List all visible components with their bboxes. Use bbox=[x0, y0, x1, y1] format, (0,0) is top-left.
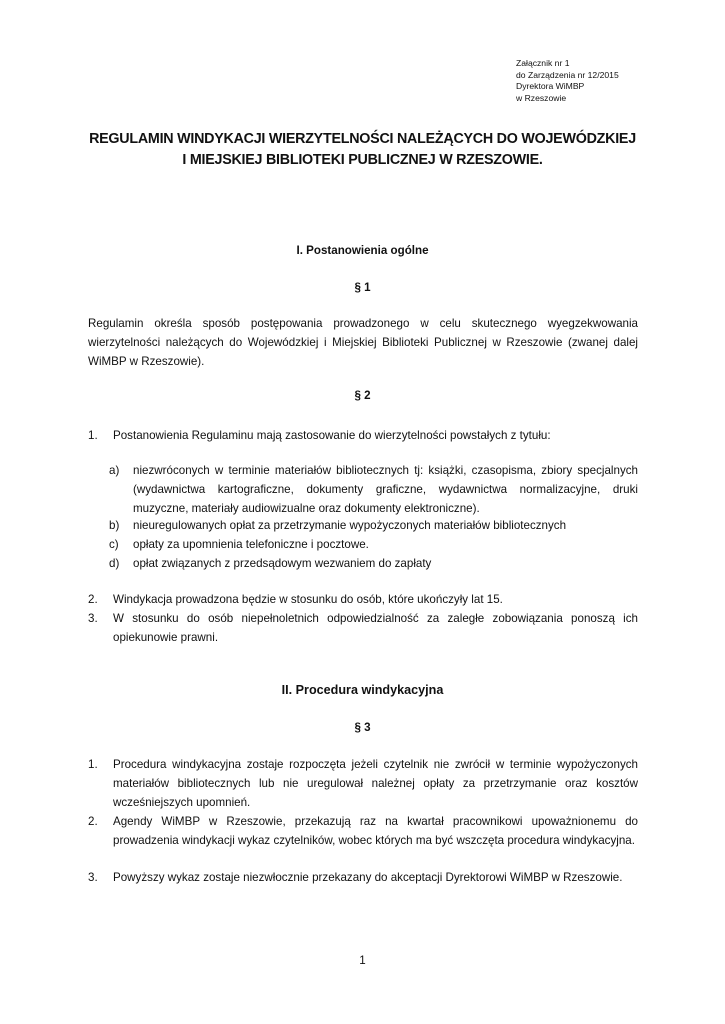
list-item-text: Powyższy wykaz zostaje niezwłocznie przekazany do akceptacji Dyrektorowi WiMBP w Rzeszowie. bbox=[113, 871, 623, 884]
paragraph-symbol-3: § 3 bbox=[354, 721, 371, 734]
paragraph-1-text: Regulamin określa sposób postępowania prowadzonego w celu skutecznego wyegzekwowania wierzytelności należących do Wojewódzkiej i Miejskiej Biblioteki Publicznej w Rzeszowie (zwanej dalej WiMBP w Rzeszowie). bbox=[88, 317, 638, 368]
title-line: I MIEJSKIEJ BIBLIOTEKI PUBLICZNEJ W RZESZOWIE. bbox=[182, 152, 543, 168]
sub-list-item-text: nieuregulowanych opłat za przetrzymanie wypożyczonych materiałów bibliotecznych bbox=[133, 519, 567, 532]
list-item bbox=[88, 755, 638, 812]
annex-line: Załącznik nr 1 bbox=[516, 58, 570, 68]
annex-line: Dyrektora WiMBP bbox=[516, 81, 585, 92]
list-item-text: Procedura windykacyjna zostaje rozpoczęta jeżeli czytelnik nie zwrócił w terminie wypożyczonych materiałów bibliotecznych lub nie uregulował należnej opłaty za przetrzymanie oraz kosztów wcześniejszych upomnień. bbox=[113, 758, 638, 809]
sub-list-item-text: niezwróconych w terminie materiałów bibliotecznych tj: książki, czasopisma, zbiory specjalnych (wydawnictwa kartograficzne, dokumenty graficzne, wydawnictwa normalizacyjne, druki muzyczne, materiały audiowizualne oraz dokumenty elektroniczne). bbox=[133, 464, 638, 515]
title-line: REGULAMIN WINDYKACJI WIERZYTELNOŚCI NALEŻĄCYCH DO WOJEWÓDZKIEJ bbox=[89, 131, 636, 147]
annex-note bbox=[516, 58, 619, 104]
sub-list-letter: b) bbox=[109, 519, 120, 532]
list-number: 2. bbox=[88, 593, 98, 606]
list-item bbox=[88, 812, 638, 869]
annex-line: w Rzeszowie bbox=[516, 92, 567, 103]
document-title bbox=[60, 129, 665, 171]
section-heading-procedure: II. Procedura windykacyjna bbox=[281, 683, 444, 697]
page-number: 1 bbox=[359, 954, 366, 967]
section-heading-general: I. Postanowienia ogólne bbox=[296, 244, 429, 257]
list-item-text: Postanowienia Regulaminu mają zastosowanie do wierzytelności powstałych z tytułu: bbox=[113, 429, 551, 442]
sub-list-item bbox=[109, 535, 638, 554]
sub-list-item bbox=[109, 516, 638, 535]
list-item bbox=[88, 590, 638, 609]
paragraph-symbol-2: § 2 bbox=[354, 389, 371, 402]
sub-list-item bbox=[109, 554, 638, 573]
list-number: 3. bbox=[88, 871, 98, 884]
list-item-text: Windykacja prowadzona będzie w stosunku do osób, które ukończyły lat 15. bbox=[113, 593, 503, 606]
sub-list-item-text: opłaty za upomnienia telefoniczne i pocztowe. bbox=[133, 538, 369, 551]
list-number: 1. bbox=[88, 429, 98, 442]
annex-line: do Zarządzenia nr 12/2015 bbox=[516, 69, 619, 80]
list-item bbox=[88, 609, 638, 647]
list-item bbox=[88, 426, 638, 445]
list-item-text: W stosunku do osób niepełnoletnich odpowiedzialność za zaległe zobowiązania ponoszą ich opiekunowie prawni. bbox=[113, 612, 638, 644]
sub-list-item bbox=[109, 461, 638, 518]
list-number: 3. bbox=[88, 612, 98, 625]
list-number: 1. bbox=[88, 758, 98, 771]
sub-list-letter: a) bbox=[109, 464, 120, 477]
sub-list-letter: c) bbox=[109, 538, 119, 551]
sub-list-letter: d) bbox=[109, 557, 120, 570]
paragraph-symbol-1: § 1 bbox=[354, 281, 371, 294]
list-item bbox=[88, 868, 638, 906]
list-number: 2. bbox=[88, 815, 98, 828]
sub-list-item-text: opłat związanych z przedsądowym wezwaniem do zapłaty bbox=[133, 557, 432, 570]
list-item-text: Agendy WiMBP w Rzeszowie, przekazują raz na kwartał pracownikowi upoważnionemu do prowadzenia windykacji wykaz czytelników, wobec których ma być wszczęta procedura windykacyjna. bbox=[113, 815, 638, 847]
